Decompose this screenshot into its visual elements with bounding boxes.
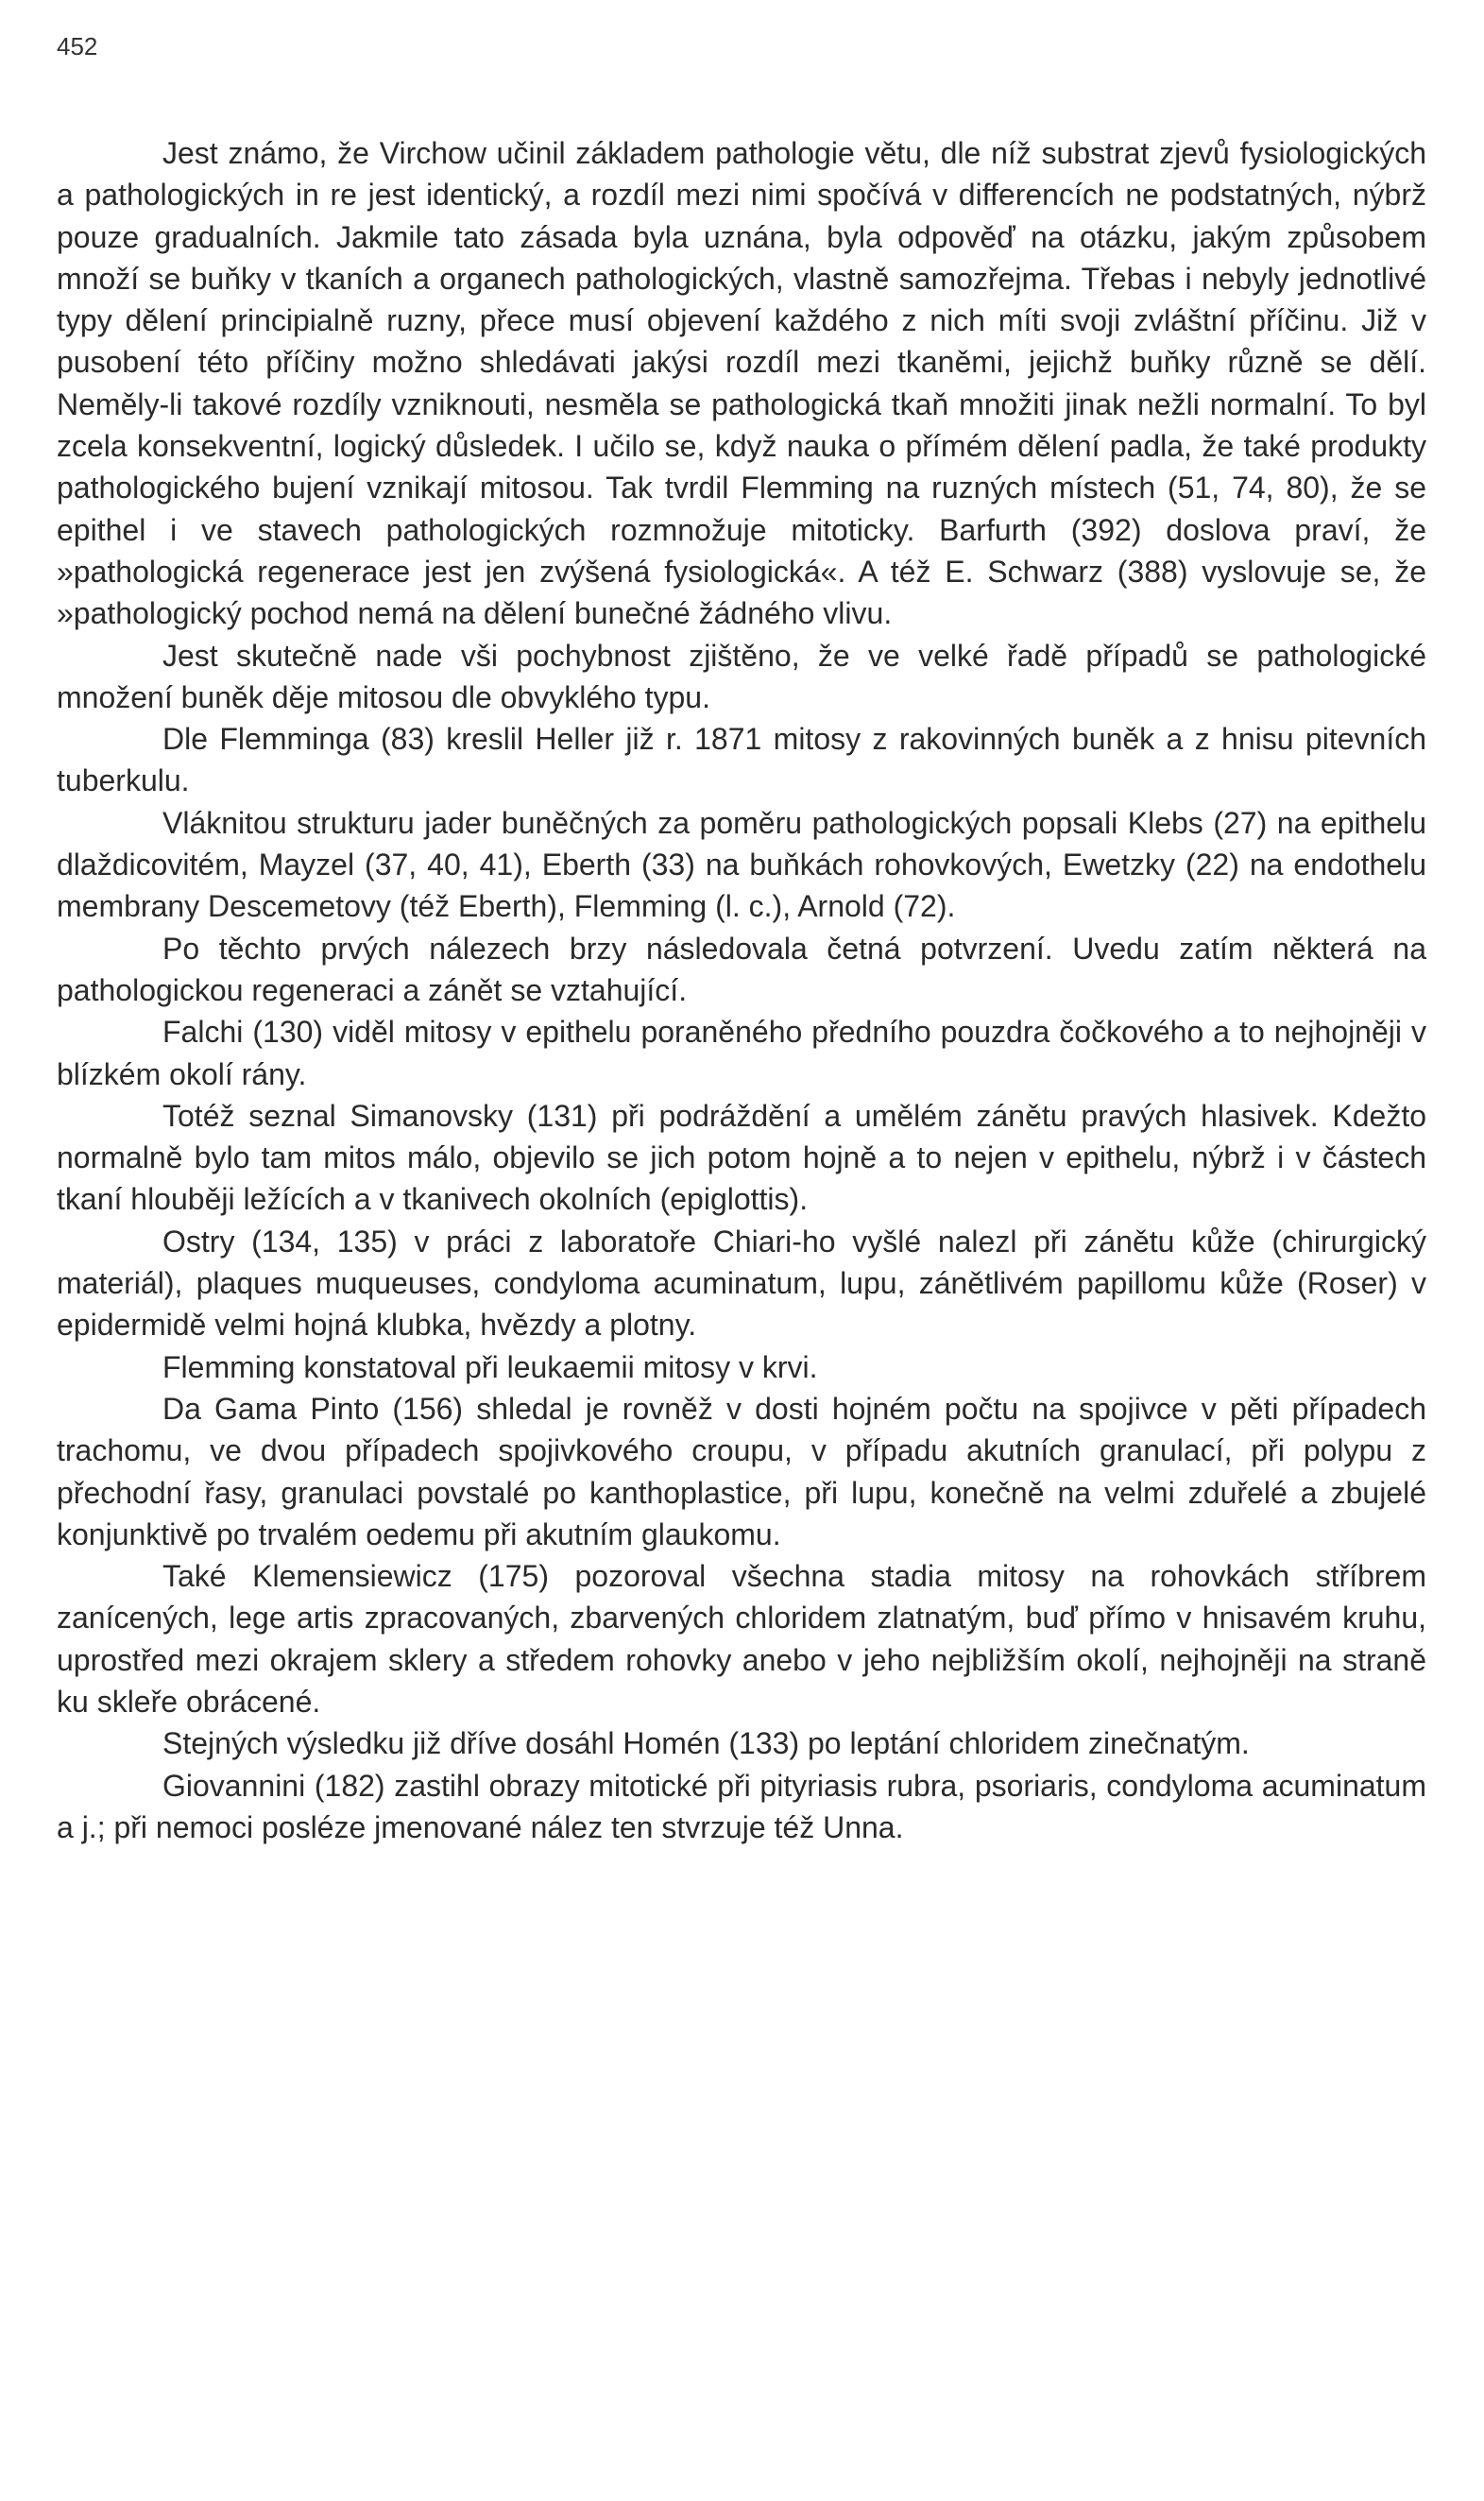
paragraph: Giovannini (182) zastihl obrazy mitotické při pityriasis rubra, psoriaris, condyloma acuminatum a j.; při nemoci posléze jmenované nález ten stvrzuje též Unna. [57, 1768, 1426, 1844]
paragraph: Stejných výsledku již dříve dosáhl Homén (133) po leptání chloridem zinečnatým. [162, 1726, 1250, 1761]
body-text [57, 132, 1426, 1848]
paragraph: Da Gama Pinto (156) shledal je rovněž v dosti hojném počtu na spojivce v pěti případech trachomu, ve dvou případech spojivkového croupu, v případu akutních granulací, při polypu z přechodní řasy, granulaci povstalé po kanthoplastice, při lupu, konečně na velmi zduřelé a zbujelé konjunktivě po trvalém oedemu při akutním glaukomu. [57, 1391, 1426, 1551]
paragraph: Vláknitou strukturu jader buněčných za poměru pathologických popsali Klebs (27) na epithelu dlaždicovitém, Mayzel (37, 40, 41), Eberth (33) na buňkách rohovkových, Ewetzky (22) na endothelu membrany Descemetovy (též Eberth), Flemming (l. c.), Arnold (72). [57, 805, 1426, 924]
paragraph: Po těchto prvých nálezech brzy následovala četná potvrzení. Uvedu zatím některá na pathologickou regeneraci a zánět se vztahující. [57, 931, 1426, 1007]
paragraph: Ostry (134, 135) v práci z laboratoře Chiari-ho vyšlé nalezl při zánětu kůže (chirurgický materiál), plaques muqueuses, condyloma acuminatum, lupu, zánětlivém papillomu kůže (Roser) v epidermidě velmi hojná klubka, hvězdy a plotny. [57, 1224, 1426, 1343]
paragraph: Flemming konstatoval při leukaemii mitosy v krvi. [162, 1349, 818, 1384]
paragraph: Totéž seznal Simanovsky (131) při podráždění a umělém zánětu pravých hlasivek. Kdežto normalně bylo tam mitos málo, objevilo se jich potom hojně a to nejen v epithelu, nýbrž i v částech tkaní hlouběji ležících a v tkanivech okolních (epiglottis). [57, 1098, 1426, 1217]
paragraph: Falchi (130) viděl mitosy v epithelu poraněného předního pouzdra čočkového a to nejhojněji v blízkém okolí rány. [57, 1015, 1426, 1091]
page-number: 452 [57, 32, 98, 60]
paragraph: Dle Flemminga (83) kreslil Heller již r. 1871 mitosy z rakovinných buněk a z hnisu pitevních tuberkulu. [57, 722, 1426, 798]
paragraph: Jest známo, že Virchow učinil základem pathologie větu, dle níž substrat zjevů fysiologických a pathologických in re jest identický, a rozdíl mezi nimi spočívá v differencích ne podstatných, nýbrž pouze gradualních. Jakmile tato zásada byla uznána, byla odpověď na otázku, jakým způsobem množí se buňky v tkaních a organech pathologických, vlastně samozřejma. Třebas i nebyly jednotlivé typy dělení principialně ruzny, přece musí objevení každého z nich míti svoji zvláštní příčinu. Již v pusobení této příčiny možno shledávati jakýsi rozdíl mezi tkaněmi, jejichž buňky různě se dělí. Neměly-li takové rozdíly vzniknouti, nesměla se pathologická tkaň množiti jinak nežli normalní. To byl zcela konsekventní, logický důsledek. I učilo se, když nauka o přímém dělení padla, že také produkty pathologického bujení vznikají mitosou. Tak tvrdil Flemming na ruzných místech (51, 74, 80), že se epithel i ve stavech pathologických rozmnožuje mitoticky. Barfurth (392) doslova praví, že »pathologická regenerace jest jen zvýšená fysiologická«. A též E. Schwarz (388) vyslovuje se, že »pathologický pochod nemá na dělení bunečné žádného vlivu. [57, 136, 1426, 631]
paragraph: Také Klemensiewicz (175) pozoroval všechna stadia mitosy na rohovkách stříbrem zanícených, lege artis zpracovaných, zbarvených chloridem zlatnatým, buď přímo v hnisavém kruhu, uprostřed mezi okrajem sklery a středem rohovky anebo v jeho nejbližším okolí, nejhojněji na straně ku skleře obrácené. [57, 1559, 1426, 1719]
paragraph: Jest skutečně nade vši pochybnost zjištěno, že ve velké řadě případů se pathologické množení buněk děje mitosou dle obvyklého typu. [57, 638, 1426, 714]
